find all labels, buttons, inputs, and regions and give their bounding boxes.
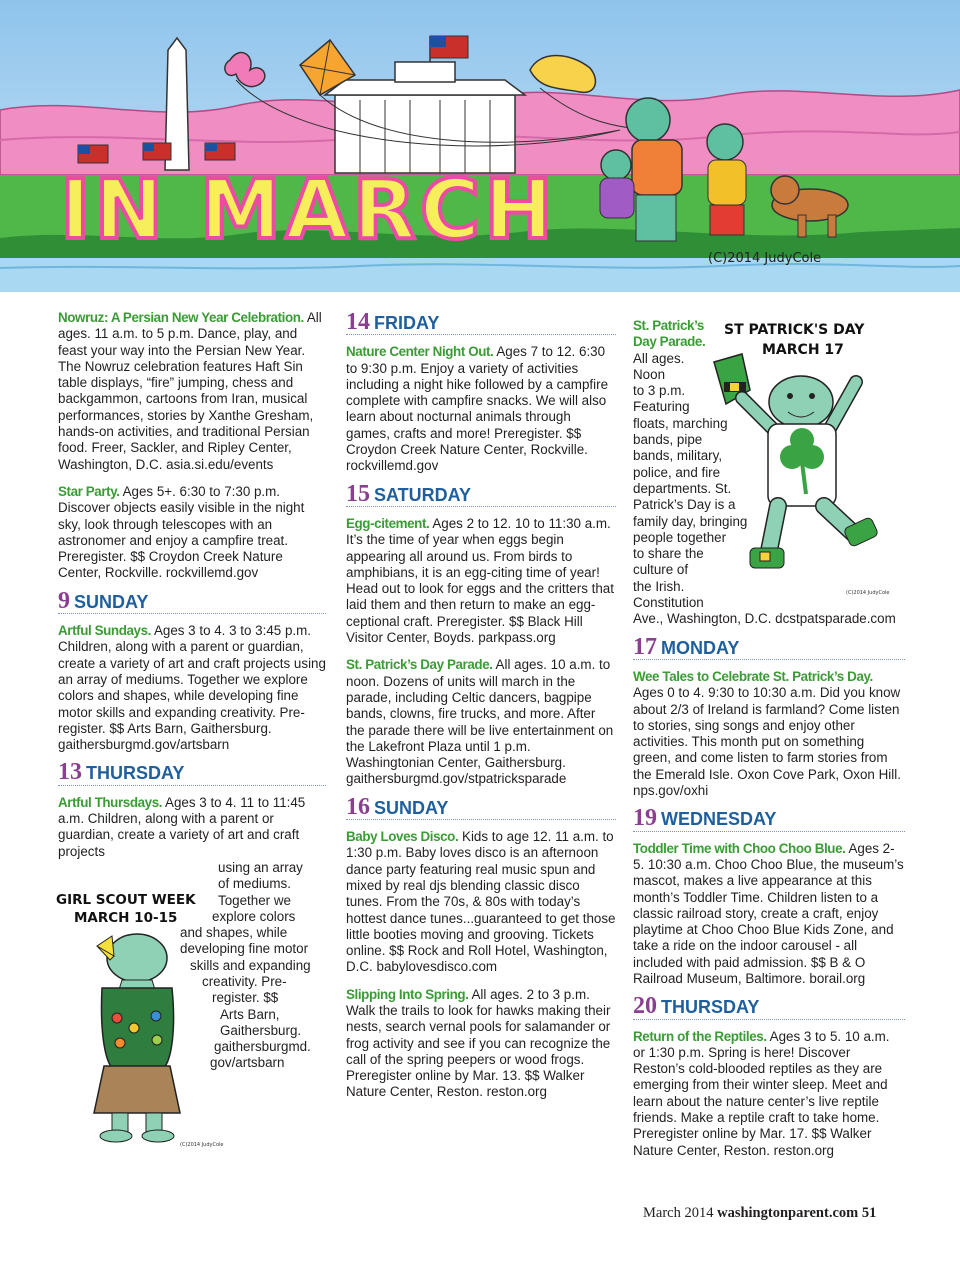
event-title: Day Parade.: [633, 334, 706, 350]
event-body: Ages 2-5. 10:30 a.m. Choo Choo Blue, the museum’s mascot, makes a live appearance at this month’s Toddler Time. Children listen to a classic railroad story, create a craft, enjoy playtime at Choo Choo Blue Kids Zone, and take a ride on the indoor carousel - all included with paid admission. $$ B & O Railroad Museum, Baltimore. borail.org: [633, 840, 904, 986]
event-title: Slipping Into Spring.: [346, 986, 469, 1002]
text-line: gaithersburgmd.: [214, 1039, 311, 1055]
event-body: Ages 5+. 6:30 to 7:30 p.m. Discover objects easily visible in the night sky, look through telescopes with an astronomer and enjoy a campfire treat. Preregister. $$ Croydon Creek Nature Center, Rockville. rockvillemd.gov: [58, 483, 305, 581]
girl-scout-dates: MARCH 10-15: [74, 910, 178, 926]
issue-date: March 2014: [643, 1205, 714, 1221]
event-body: Ages 2 to 12. 10 to 11:30 a.m. It’s the time of year when eggs begin appearing all around us. From birds to amphibians, it is an egg-citing time of year! Head out to look for eggs and the critters that laid them and then return to make an egg-ceptional craft. Preregister. $$ Black Hill Visitor Center, Boyds. parkpass.org: [346, 515, 614, 646]
event-return-of-reptiles: [633, 1029, 905, 1159]
girl-scout-illustration: [52, 888, 224, 1158]
event-slipping-into-spring: [346, 987, 616, 1101]
event-nowruz: [58, 310, 326, 473]
text-line: to share the: [633, 546, 704, 562]
st-patricks-illustration: [706, 312, 906, 602]
text-line: creativity. Pre-: [202, 973, 287, 989]
event-title: Wee Tales to Celebrate St. Patrick’s Day.: [633, 668, 873, 684]
event-title: Baby Loves Disco.: [346, 829, 459, 845]
day-name: FRIDAY: [374, 313, 440, 333]
event-artful-sundays: [58, 623, 326, 753]
day-name: THURSDAY: [661, 997, 760, 1018]
event-body: All ages. 2 to 3 p.m. Walk the trails to look for hawks making their nests, search vernal pools for salamander or frog activity and see if you can recognize the call of the spring peepers or wood frogs. Preregister online by Mar. 13. $$ Walker Nature Center, Reston. reston.org: [346, 986, 611, 1100]
event-body: Ages 0 to 4. 9:30 to 10:30 a.m. Did you know about 2/3 of Ireland is farmland? Come listen to stories, sing songs and enjoy other activities. This month put on something green, and come listen to farm stories from the Emerald Isle. Oxon Cove Park, Oxon Hill. nps.gov/oxhi: [633, 685, 901, 799]
site-name: washingtonparent.com: [717, 1205, 859, 1221]
girl-scout-heading: GIRL SCOUT WEEK: [56, 892, 196, 908]
day-heading-17: [633, 633, 905, 660]
girl-scout-credit: (C)2014 JudyCole: [180, 1142, 224, 1148]
text-line: Ave., Washington, D.C. dcstpatsparade.com: [633, 611, 896, 627]
event-title: St. Patrick’s Day Parade.: [346, 657, 493, 673]
day-number: 15: [346, 480, 370, 507]
text-line: bands, military,: [633, 448, 723, 464]
event-wee-tales: [633, 669, 905, 799]
event-body: All ages. 10 a.m. to noon. Dozens of units will march in the parade, including Celtic dancers, bagpipe bands, clowns, fire trucks, and more. After the parade there will be live entertainment on the Lakefront Plaza until 1 p.m. Washingtonian Center, Gaithersburg. gaithersburgmd.gov/stpatricksparade: [346, 657, 614, 787]
day-heading-9: [58, 587, 326, 614]
text-line: bands, pipe: [633, 432, 703, 448]
text-line: to 3 p.m.: [633, 383, 686, 399]
text-line: Featuring: [633, 399, 690, 415]
day-name: SATURDAY: [374, 484, 472, 505]
event-title: Egg-citement.: [346, 515, 430, 531]
text-line: skills and expanding: [190, 957, 311, 973]
text-line: Patrick’s Day is a: [633, 497, 736, 513]
text-line: All ages.: [633, 350, 685, 366]
text-line: Constitution: [633, 595, 704, 611]
event-title: St. Patrick’s: [633, 318, 704, 333]
day-heading-13: [58, 759, 326, 786]
event-st-patricks-gaithersburg: [346, 657, 616, 787]
event-body: All ages. 11 a.m. to 5 p.m. Dance, play, and feast your way into the Persian New Year. The Nowruz celebration features Haft Sin table displays, “fire” jumping, chess and backgammon, cartoons from Iran, musical performances, stories by Xanthe Gresham, hands-on activities, and traditional Persian food. Freer, Sackler, and Ripley Center, Washington, D.C. asia.si.edu/events: [58, 310, 322, 472]
event-toddler-time: [633, 841, 905, 988]
day-number: 14: [346, 309, 370, 335]
text-line: the Irish.: [633, 578, 685, 594]
event-title: Artful Thursdays.: [58, 794, 163, 810]
event-body: Ages 3 to 4. 3 to 3:45 p.m. Children, along with a parent or guardian, create a variety of art and craft projects using an array of mediums. Together we explore colors and shapes, while developing fine motor skills and expanding creativity. Pre-register. $$ Arts Barn, Gaithersburg. gaithersburgmd.gov/artsbarn: [58, 623, 326, 753]
day-name: WEDNESDAY: [661, 809, 777, 830]
page-footer: [643, 1205, 876, 1222]
event-title: Toddler Time with Choo Choo Blue.: [633, 840, 846, 856]
text-line: Together we: [218, 892, 291, 908]
day-number: 9: [58, 587, 70, 614]
day-heading-16: [346, 793, 616, 820]
banner-title: IN MARCH: [60, 163, 557, 258]
text-line: police, and fire: [633, 464, 721, 480]
st-patricks-heading: ST PATRICK'S DAY: [724, 322, 865, 338]
text-line: using an array: [218, 859, 303, 875]
text-line: people together: [633, 529, 727, 545]
event-title: Return of the Reptiles.: [633, 1028, 767, 1044]
event-body: Kids to age 12. 11 a.m. to 1:30 p.m. Baby loves disco is an afternoon dance party featuring real music spun and mixed by real djs blending classic disco tunes. From the 70s, & 80s with today’s hottest dance tunes...guaranteed to get those little booties moving and grooving. Tickets online. $$ Rock and Roll Hotel, Washington, D.C. babylovesdisco.com: [346, 829, 616, 975]
column-2: [346, 310, 616, 1112]
event-body: Ages 3 to 4. 11 to 11:45 a.m. Children, along with a parent or guardian, create a variety of art and craft projects: [58, 794, 306, 859]
text-line: culture of: [633, 562, 689, 578]
banner-illustration: [0, 0, 960, 292]
text-line: gov/artsbarn: [210, 1055, 285, 1071]
day-heading-14: [346, 309, 616, 335]
text-line: developing fine motor: [180, 941, 309, 957]
st-patricks-date: MARCH 17: [762, 342, 844, 358]
event-title: Artful Sundays.: [58, 623, 151, 639]
event-star-party: [58, 484, 326, 582]
day-number: 13: [58, 759, 82, 786]
day-number: 17: [633, 633, 657, 660]
event-nature-night-out: [346, 344, 616, 474]
text-line: family day, bringing: [633, 513, 748, 529]
day-name: MONDAY: [661, 637, 740, 658]
event-body: Ages 7 to 12. 6:30 to 9:30 p.m. Enjoy a variety of activities including a night hike followed by a campfire complete with campfire snacks. We will also learn about nocturnal animals through games, crafts and more! Preregister. $$ Croydon Creek Nature Center, Rockville. rockvillemd.gov: [346, 344, 609, 474]
day-name: SUNDAY: [74, 591, 149, 612]
st-patricks-credit: (C)2014 JudyCole: [846, 590, 890, 596]
text-line: of mediums.: [218, 876, 291, 892]
day-heading-20: [633, 993, 905, 1020]
event-title: Nowruz: A Persian New Year Celebration.: [58, 310, 304, 325]
text-line: register. $$: [212, 990, 279, 1006]
day-heading-15: [346, 480, 616, 507]
event-baby-loves-disco: [346, 829, 616, 976]
day-number: 19: [633, 805, 657, 832]
day-number: 16: [346, 793, 370, 820]
text-line: and shapes, while: [180, 925, 288, 941]
text-line: Arts Barn,: [220, 1006, 280, 1022]
day-number: 20: [633, 993, 657, 1020]
event-body: Ages 3 to 5. 10 a.m. or 1:30 p.m. Spring is here! Discover Reston’s cold-blooded reptiles as they are emerging from their winter sleep. Meet and learn about the nature center’s live reptile friends. Make a reptile craft to take home. Preregister online by Mar. 17. $$ Walker Nature Center, Reston. reston.org: [633, 1028, 890, 1158]
text-line: Gaithersburg.: [220, 1022, 302, 1038]
text-line: Noon: [633, 366, 666, 382]
event-title: Star Party.: [58, 483, 120, 499]
day-name: THURSDAY: [86, 763, 185, 784]
event-egg-citement: [346, 516, 616, 646]
text-line: departments. St.: [633, 480, 732, 496]
page-number: 51: [861, 1205, 877, 1221]
text-line: floats, marching: [633, 415, 728, 431]
event-title: Nature Center Night Out.: [346, 344, 494, 360]
day-heading-19: [633, 805, 905, 832]
day-name: SUNDAY: [374, 797, 449, 818]
banner-credit: (C)2014 JudyCole: [708, 251, 822, 266]
text-line: explore colors: [212, 908, 296, 924]
